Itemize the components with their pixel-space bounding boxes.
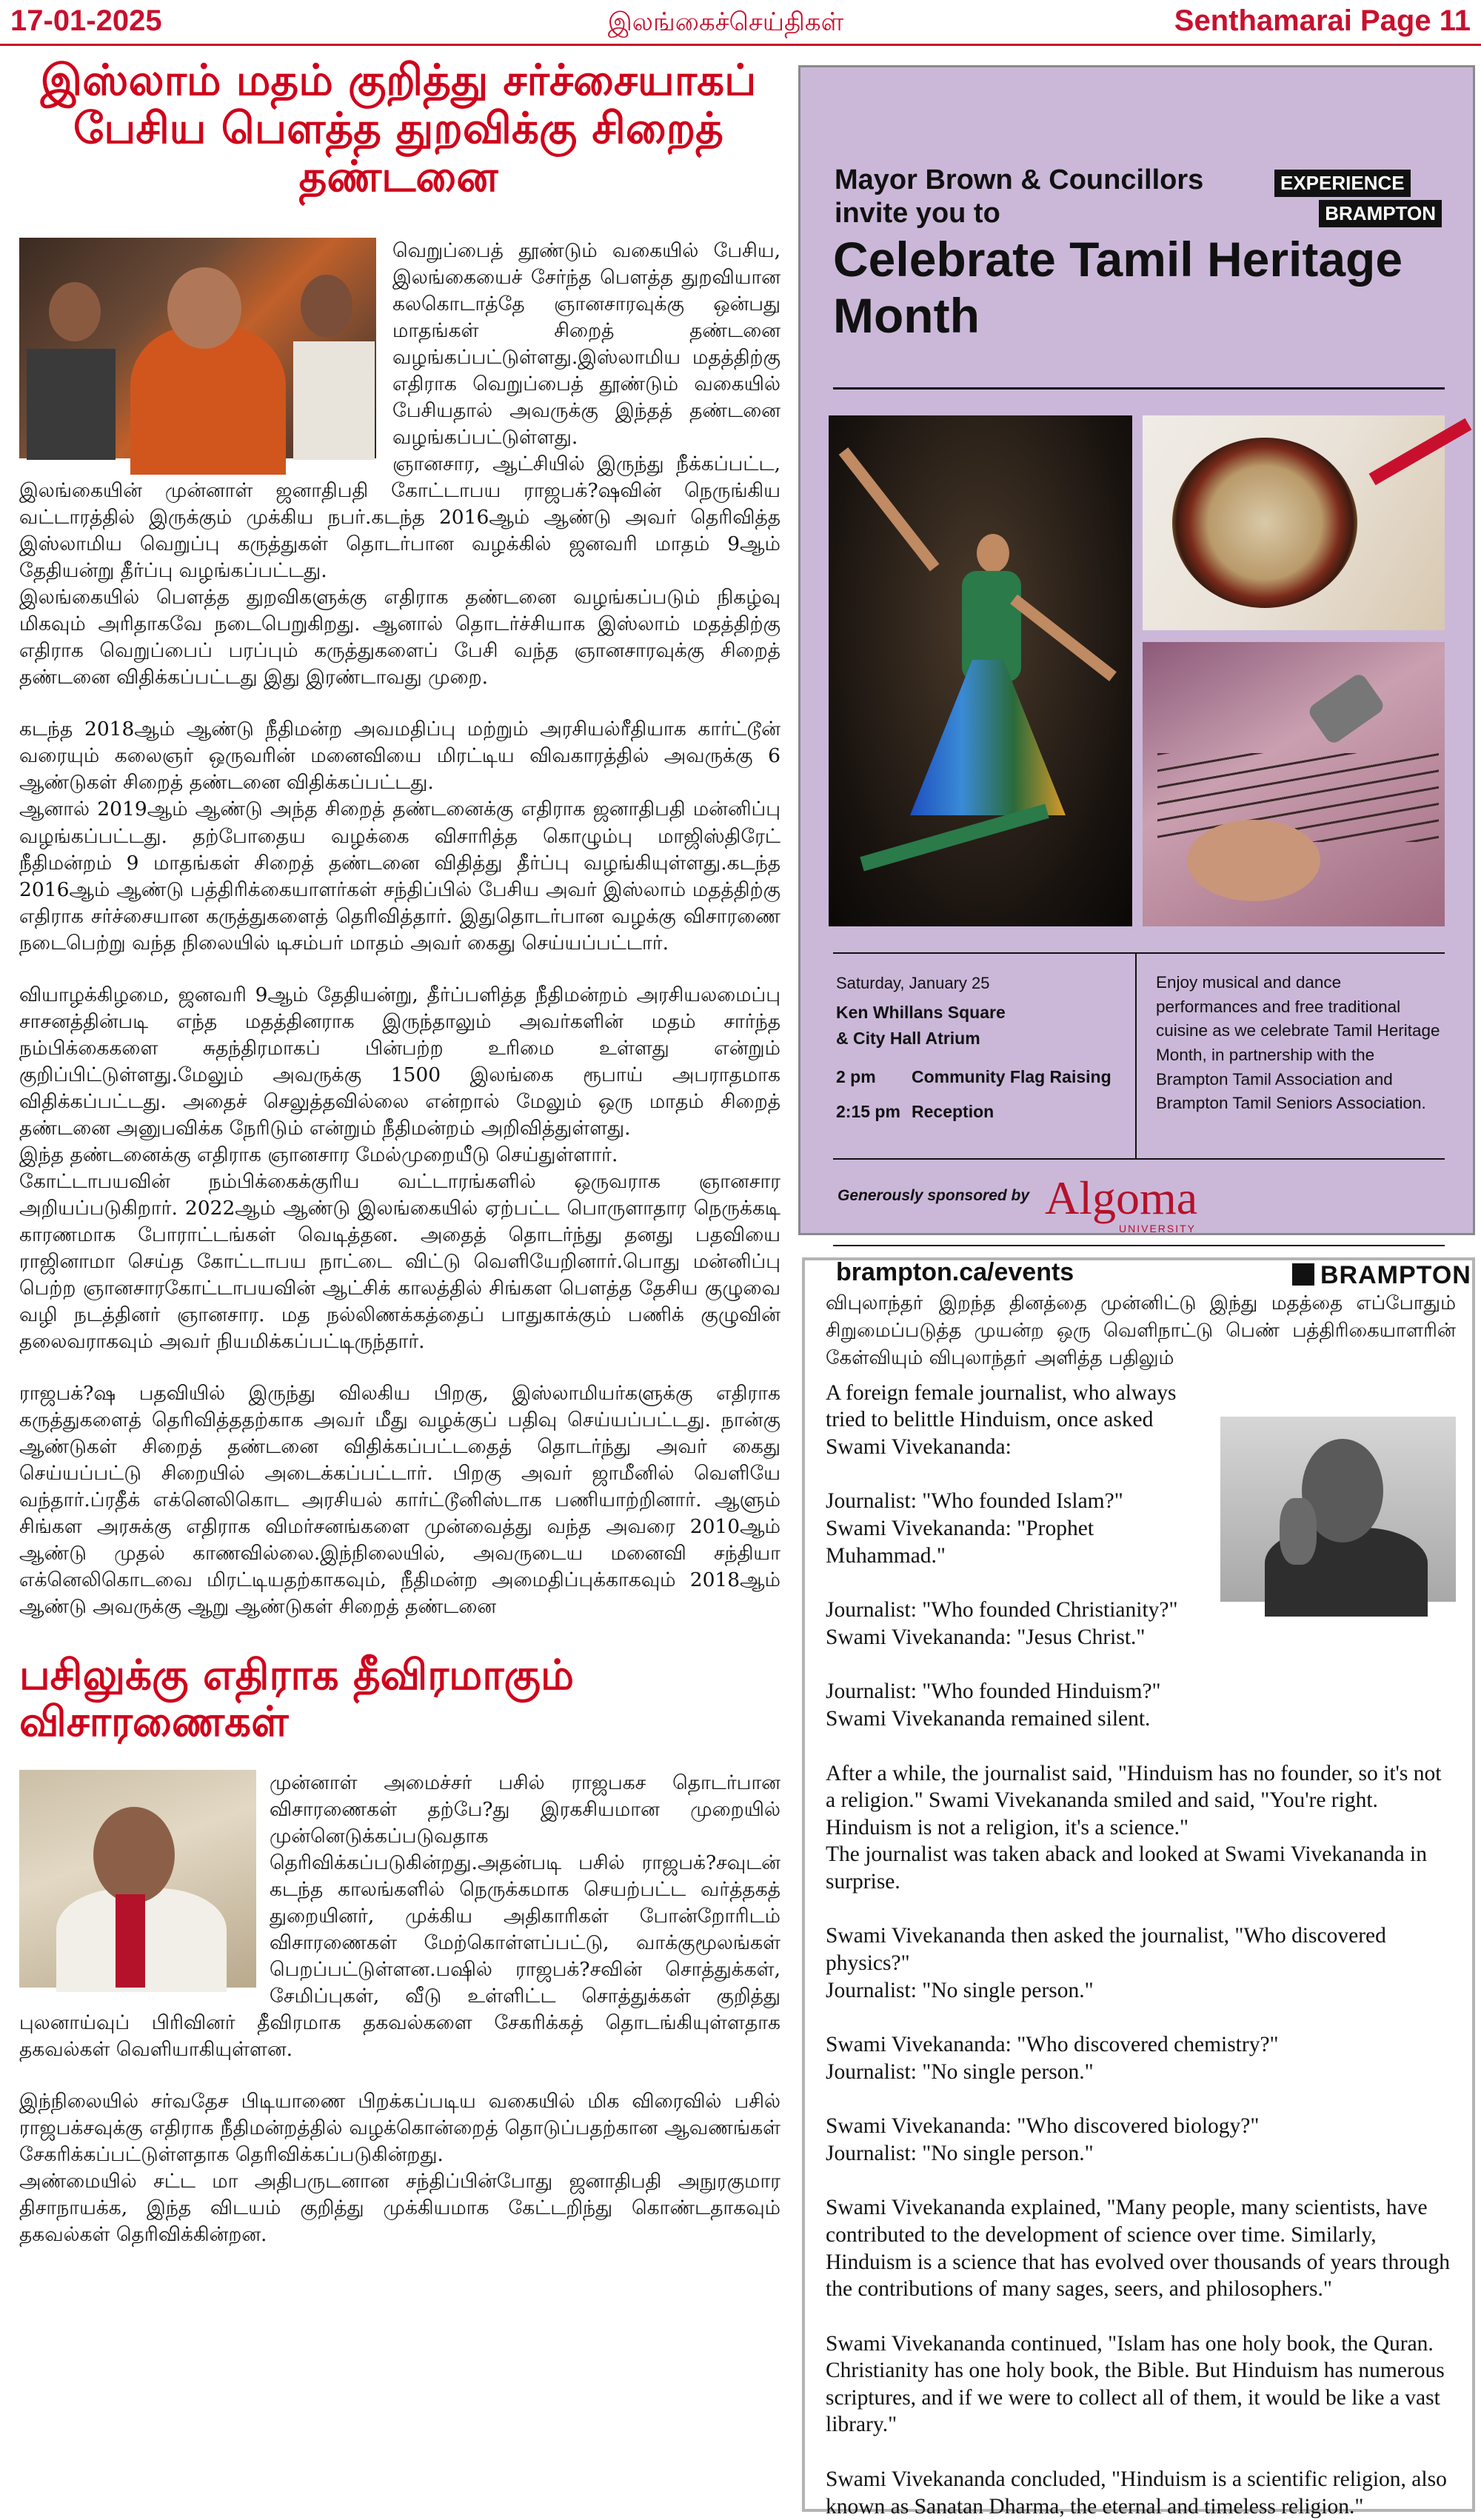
story-paragraph: Swami Vivekananda explained, "Many people, many scientists, have contributed to the development of science over time. Similarly, Hinduism is a science that has evolved over thousands of years through the contributions of many sages, seers, and philosophers." xyxy=(826,2196,1451,2302)
article1-paragraph: கோட்டாபயவின் நம்பிக்கைக்குரிய வட்டாரங்களில் ஒருவராக ஞானசார அறியப்படுகிறார். 2022ஆம் ஆண்டு இலங்கையில் ஏற்பட்ட பொருளாதார நெருக்கடி காரணமாக போராட்டங்கள் வெடித்தன. அதைத் தொடர்ந்து தனது பதவியை ராஜினாமா செய்த கோட்டாபய நாட்டை விட்டு வெளியேறினார்.பொது மன்னிப்பு பெற்ற ஞானசாரகோட்டாபயவின் ஆட்சிக் காலத்தில் சிங்கள பௌத்த தேசிய குழுவை வழி நடத்தினர் ஞானசார. மத நல்லிணக்கத்தைப் பாதுகாக்கும் பணிக் குழுவின் தலைவராகவும் அவர் நியமிக்கப்பட்டிருந்தார். xyxy=(19,1169,780,1354)
ad-title: Celebrate Tamil Heritage Month xyxy=(833,232,1403,343)
paragraph-spacer xyxy=(826,2303,1456,2330)
paragraph-spacer xyxy=(19,1355,780,1380)
masthead xyxy=(0,0,1481,46)
story-paragraph: Journalist: "Who founded Hinduism?" xyxy=(826,1680,1161,1704)
issue-date: 17-01-2025 xyxy=(10,4,162,37)
story-paragraph: Swami Vivekananda: "Who discovered chemistry?" xyxy=(826,2033,1279,2057)
brampton-logo: BRAMPTON xyxy=(1292,1261,1471,1290)
article1-paragraph: இலங்கையில் பௌத்த துறவிகளுக்கு எதிராக தண்டனை வழங்கப்படும் நிகழ்வு மிகவும் அரிதாகவே நடைபெறுகிறது. ஆனால் தொடர்ச்சியாக இஸ்லாம் மதத்திற்கு எதிராக வெறுப்பைப் பரப்பும் கருத்துகளைப் பேசி வந்த ஞானசாரவுக்கு சிறைத் தண்டனை விதிக்கப்பட்டது இது இரண்டாவது முறை. xyxy=(19,586,780,689)
dancer-photo xyxy=(829,415,1132,926)
veena-photo xyxy=(1143,642,1445,926)
ad-divider xyxy=(833,1245,1445,1246)
article1-paragraph: இந்த தண்டனைக்கு எதிராக ஞானசார மேல்முறையீடு செய்துள்ளார். xyxy=(19,1143,618,1166)
paragraph-spacer xyxy=(826,1895,1456,1922)
experience-brampton-logo: EXPERIENCE BRAMPTON xyxy=(1274,170,1442,227)
story-paragraph: Swami Vivekananda continued, "Islam has one holy book, the Quran. Christianity has one holy book, the Bible. But Hinduism has numerous scriptures, and if we were to collect all of them, it would be like a vast library." xyxy=(826,2331,1445,2437)
ad-divider xyxy=(833,952,1445,954)
paragraph-spacer xyxy=(19,691,780,716)
story-paragraph: Swami Vivekananda: "Jesus Christ." xyxy=(826,1625,1146,1649)
article1-body xyxy=(10,238,786,1621)
paragraph-spacer xyxy=(826,1651,1456,1678)
article2-body xyxy=(10,1770,786,2249)
article1-paragraph: வெறுப்பைத் தூண்டும் வகையில் பேசிய, இலங்கையைச் சேர்ந்த பௌத்த துறவியான கலகொடாத்தே ஞானசாரவுக்கு ஒன்பது மாதங்கள் சிறைத் தண்டனை வழங்கப்பட்டுள்ளது.இஸ்லாமிய மதத்திற்கு எதிராக வெறுப்பைத் தூண்டும் வகையில் பேசியதால் அவருக்கு இந்தத் தண்டனை வழங்கப்பட்டுள்ளது. xyxy=(392,238,780,449)
tamil-heritage-ad[interactable] xyxy=(798,65,1475,1289)
left-column xyxy=(10,50,786,2513)
story-paragraph: Swami Vivekananda remained silent. xyxy=(826,1706,1151,1731)
drum-photo xyxy=(1143,415,1445,630)
vivekananda-story xyxy=(802,1257,1475,2519)
story-paragraph: Journalist: "No single person." xyxy=(826,1978,1094,2002)
ad-divider xyxy=(833,1158,1445,1160)
article1-paragraph: வியாழக்கிழமை, ஜனவரி 9ஆம் தேதியன்று, தீர்ப்பளித்த நீதிமன்றம் அரசியலமைப்பு சாசனத்தின்படி எந்த மதத்தினராக இருந்தாலும் அவர்களின் மதம் சார்ந்த நம்பிக்கைகளை சுதந்திரமாகப் பின்பற்ற உரிமை உள்ளது என்றும் குறிப்பிட்டுள்ளது.மேலும் அவருக்கு 1500 இலங்கை ரூபாய் அபராதமாக விதிக்கப்பட்டது. அதைச் செலுத்தவில்லை என்றால் மேலும் ஒரு மாதம் சிறைத் தண்டனை அனுபவிக்க நேரிடும் என்றும் நீதிமன்றம் அறிவித்துள்ளது. xyxy=(19,983,780,1140)
story-paragraph: Journalist: "Who founded Christianity?" xyxy=(826,1598,1178,1622)
monk-photo xyxy=(19,238,376,458)
article1-paragraph: ஆனால் 2019ஆம் ஆண்டு அந்த சிறைத் தண்டனைக்கு எதிராக ஜனாதிபதி மன்னிப்பு வழங்கப்பட்டது. தற்போதைய வழக்கை விசாரித்த கொழும்பு மாஜிஸ்திரேட் நீதிமன்றம் 9 மாதங்கள் சிறைத் தண்டனை விதித்து தீர்ப்பு வழங்கியுள்ளது.கடந்த 2016ஆம் ஆண்டு பத்திரிக்கையாளர்கள் சந்திப்பில் பேசிய அவர் இஸ்லாம் மதத்திற்கு எதிராக சர்ச்சையான கருத்துகளைத் தெரிவித்தார். இதுதொடர்பான வழக்கு விசாரணை நடைபெற்று வந்த நிலையில் டிசம்பர் மாதம் அவர் கைது செய்யப்பட்டார். xyxy=(19,798,780,955)
story-paragraph: Swami Vivekananda concluded, "Hinduism is a scientific religion, also known as Sanatan Dharma, the eternal and timeless religion." xyxy=(826,2467,1447,2519)
algoma-sub: UNIVERSITY xyxy=(1119,1223,1197,1234)
article2-paragraph: அண்மையில் சட்ட மா அதிபருடனான சந்திப்பின்போது ஜனாதிபதி அநுரகுமார திசாநாயக்க, இந்த விடயம் குறித்து முக்கியமாக கேட்டறிந்து கொண்டதாகவும் தகவல்கள் தெரிவிக்கின்றன. xyxy=(19,2170,780,2247)
paragraph-spacer xyxy=(826,2004,1456,2031)
article2-headline: பசிலுக்கு எதிராக தீவிரமாகும் விசாரணைகள் xyxy=(19,1651,574,1747)
article2-paragraph: இந்நிலையில் சர்வதேச பிடியாணை பிறக்கப்படிய வகையில் மிக விரைவில் பசில் ராஜபக்சவுக்கு எதிராக நீதிமன்றத்தில் வழக்கொன்றைத் தொடுப்பதற்கான ஆவணங்கள் சேகரிக்கப்பட்டுள்ளதாக தெரிவிக்கப்படுகின்றது. xyxy=(19,2090,780,2167)
vivekananda-photo xyxy=(1220,1417,1456,1602)
events-link[interactable]: brampton.ca/events xyxy=(836,1258,1074,1286)
event-description: Enjoy musical and dance performances and free traditional cuisine as we celebrate Tamil Heritage Month, in partnership with the Brampton Tamil Association and Brampton Tamil Seniors Association. xyxy=(1156,973,1440,1113)
paragraph-spacer xyxy=(826,2085,1456,2113)
event-schedule: 2 pm Community Flag Raising 2:15 pm Reception xyxy=(836,1067,1111,1121)
story-intro: விபுலாந்தா் இறந்த தினத்தை முன்னிட்டு இந்து மதத்தை எப்போதும் சிறுமைப்படுத்த முயன்ற ஒரு வெளிநாட்டு பெண் பத்திரிகையாளரின் கேள்வியும் விபுலாந்தா் அளித்த பதிலும் xyxy=(826,1292,1456,1369)
event-venue: Ken Whillans Square & City Hall Atrium xyxy=(836,1003,1006,1048)
event-date: Saturday, January 25 xyxy=(836,974,990,992)
story-paragraph: A foreign female journalist, who always tried to belittle Hinduism, once asked Swami Vivekananda: xyxy=(826,1380,1177,1459)
article1-paragraph: கடந்த 2018ஆம் ஆண்டு நீதிமன்ற அவமதிப்பு மற்றும் அரசியல்ரீதியாக கார்ட்டூன் வரையும் கலைஞர் ஒருவரின் மனைவியை மிரட்டிய விவகாரத்தில் அவருக்கு 6 ஆண்டுகள் சிறைத் தண்டனை விதிக்கப்பட்டது. xyxy=(19,718,780,795)
story-paragraph: Journalist: "Who founded Islam?" xyxy=(826,1489,1123,1514)
paragraph-spacer xyxy=(826,1733,1456,1760)
story-paragraph: The journalist was taken aback and looked at Swami Vivekananda in surprise. xyxy=(826,1842,1427,1894)
paragraph-spacer xyxy=(19,957,780,982)
sponsor-label: Generously sponsored by xyxy=(838,1187,1030,1204)
story-paragraph: Journalist: "No single person." xyxy=(826,2059,1094,2084)
paragraph-spacer xyxy=(19,2063,780,2088)
paper-name-page: Senthamarai Page 11 xyxy=(1174,4,1471,37)
ad-divider xyxy=(833,387,1445,390)
ad-divider-vertical xyxy=(1135,952,1137,1158)
story-paragraph: Swami Vivekananda then asked the journalist, "Who discovered physics?" xyxy=(826,1924,1386,1975)
story-paragraph: After a while, the journalist said, "Hinduism has no founder, so it's not a religion." Swami Vivekananda smiled and said, "You're right. Hinduism is not a religion, it's a science." xyxy=(826,1761,1442,1839)
section-title: இலங்கைச்செய்திகள் xyxy=(607,7,844,37)
article2-paragraph: முன்னாள் அமைச்சர் பசில் ராஜபகச தொடர்பான விசாரணைகள் தற்பே?து இரகசியமான முறையில் முன்னெடுக்கப்படுவதாக தெரிவிக்கப்படுகின்றது.அதன்படி பசில் ராஜபக்?சவுடன் கடந்த காலங்களில் நெருக்கமாக செயற்பட்ட வர்த்தகத் துறையினர், முக்கிய அதிகாரிகள் போன்றோரிடம் விசாரணைகள் மேற்கொள்ளப்பட்டு, வாக்குமூலங்கள் பெறப்பட்டுள்ளன.பஷில் ராஜபக்?சவின் சொத்துக்கள், சேமிப்புகள், வீடு உள்ளிட்ட சொத்துக்கள் குறித்து புலனாய்வுப் பிரிவினர் தீவிரமாக தகவல்களை சேகரிக்கத் தொடங்கியுள்ளதாக தகவல்கள் வெளியாகியுள்ளன. xyxy=(19,1771,780,2062)
basil-photo xyxy=(19,1770,256,1988)
story-paragraph: Journalist: "No single person." xyxy=(826,2141,1094,2165)
article1-paragraph: ராஜபக்?ஷ பதவியில் இருந்து விலகிய பிறகு, இஸ்லாமியர்களுக்கு எதிராக கருத்துகளைத் தெரிவித்ததற்காக அவர் மீது வழக்குப் பதிவு செய்யப்பட்டது. நான்கு ஆண்டுகள் சிறைத் தண்டனை விதிக்கப்பட்டதைத் தொடர்ந்து அவர் கைது செய்யப்பட்டு சிறையில் அடைக்கப்பட்டார். பிறகு அவர் ஜாமீனில் வெளியே வந்தார்.ப்ரதீக் எக்னெலிகொட அரசியல் கார்ட்டூனிஸ்டாக பணியாற்றினார். ஆளும் சிங்கள அரசுக்கு எதிராக விமர்சனங்களை முன்வைத்து வந்த அவரை 2010ஆம் ஆண்டு முதல் காணவில்லை.இந்நிலையில், அவருடைய மனைவி சந்தியா எக்னெலிகொடவை மிரட்டியதற்காகவும், நீதிமன்ற அமைதிப்புக்காகவும் 2018ஆம் ஆண்டு அவருக்கு ஆறு ஆண்டுகள் சிறைத் தண்டனை xyxy=(19,1382,780,1619)
article1-headline: இஸ்லாம் மதம் குறித்து சர்ச்சையாகப் பேசிய பௌத்த துறவிக்கு சிறைத் தண்டனை xyxy=(40,55,757,201)
story-paragraph: Swami Vivekananda: "Prophet Muhammad." xyxy=(826,1517,1094,1568)
paragraph-spacer xyxy=(826,2167,1456,2194)
article1-paragraph: ஞானசார, ஆட்சியில் இருந்து நீக்கப்பட்ட, இலங்கையின் முன்னாள் ஜனாதிபதி கோட்டாபய ராஜபக்?ஷவின் நெருங்கிய வட்டாரத்தில் இருக்கும் முக்கிய நபர்.கடந்த 2016ஆம் ஆண்டு அவர் தெரிவித்த இஸ்லாமிய வெறுப்பு கருத்துகள் தொடர்பான வழக்கில் ஜனவரி மாதம் 9ஆம் தேதியன்று தீர்ப்பு வழங்கப்பட்டது. xyxy=(19,452,780,583)
ad-invite-text: Mayor Brown & Councillors invite you to xyxy=(835,164,1204,229)
paragraph-spacer xyxy=(826,2439,1456,2466)
algoma-logo: Algoma xyxy=(1045,1172,1198,1224)
event-details xyxy=(836,971,1132,1124)
story-paragraph: Swami Vivekananda: "Who discovered biology?" xyxy=(826,2114,1260,2139)
